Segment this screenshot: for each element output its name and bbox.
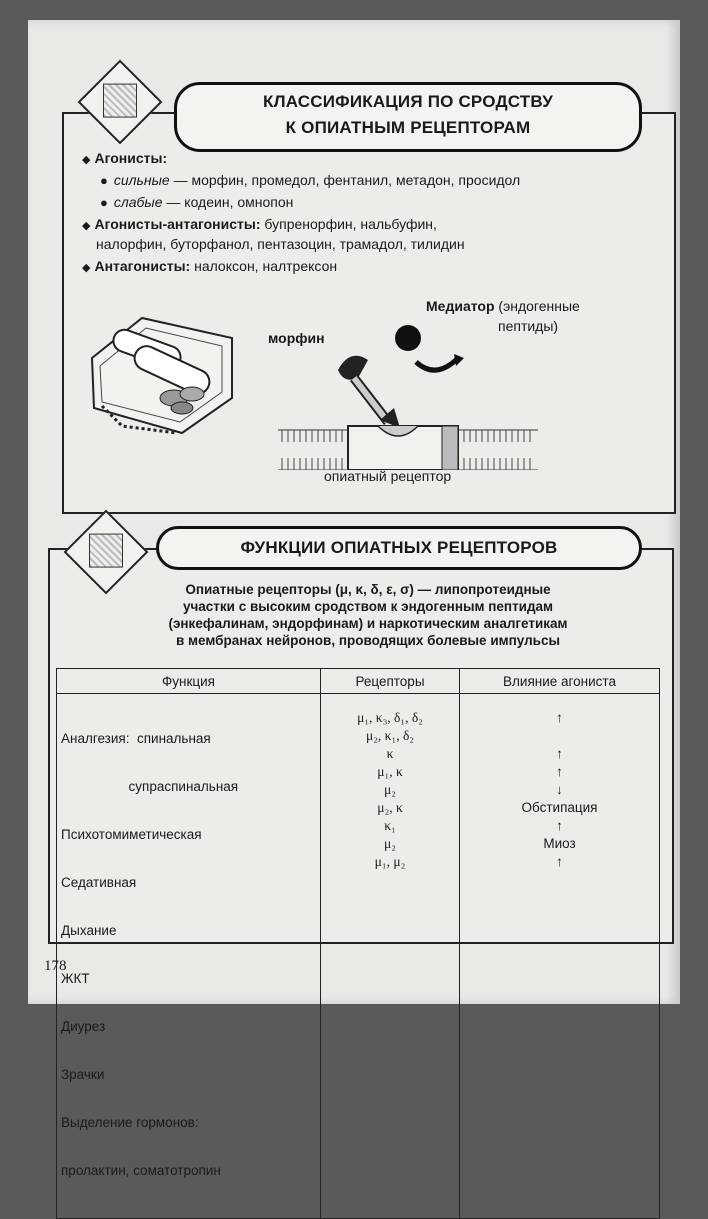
function-sedative: Седативная (61, 875, 137, 890)
agonist-antagonists-line: ◆ Агонисты-антагонисты: бупренорфин, нальбуфин, (82, 216, 437, 232)
book-page (28, 20, 680, 1178)
classification-title (174, 82, 642, 152)
header-function: Функция (57, 669, 321, 694)
mediator-label: Медиатор (эндогенные (426, 298, 580, 314)
agonist-antagonists-line-2: налорфин, буторфанол, пентазоцин, трамадол, тилидин (96, 236, 465, 252)
title-line-1: КЛАССИФИКАЦИЯ ПО СРОДСТВУ (263, 92, 553, 111)
weak-agonists-line: ● слабые — кодеин, омнопон (100, 194, 294, 210)
functions-table (56, 668, 660, 1219)
functions-title: ФУНКЦИИ ОПИАТНЫХ РЕЦЕПТОРОВ (156, 526, 642, 570)
header-agonist-effect: Влияние агониста (460, 669, 660, 694)
function-psychotomimetic: Психотомиметическая (61, 827, 202, 842)
function-supraspinal: супраспинальная (61, 779, 239, 794)
function-gi-tract: ЖКТ (61, 971, 90, 986)
receptor-label: опиатный рецептор (324, 468, 452, 484)
strong-agonists-line: ● сильные — морфин, промедол, фентанил, метадон, просидол (100, 172, 521, 188)
receptors-description: Опиатные рецепторы (μ, κ, δ, ε, σ) — липопротеидные участки с высоким сродством к эндогенным пептидам (энкефалинам, эндорфинам) и наркотическим аналгетикам в мембранах нейронов, проводящих болевые импульсы (168, 582, 568, 648)
function-hormones: Выделение гормонов: (61, 1115, 199, 1130)
pill-illustration (82, 298, 242, 438)
agonist-effect-column: ↑ ↑ ↑ ↓ Обстипация ↑ Миоз ↑ (460, 694, 660, 1219)
function-analgesia: Аналгезия: спинальная (61, 731, 211, 746)
mediator-note: пептиды) (498, 318, 559, 334)
function-breathing: Дыхание (61, 923, 117, 938)
header-receptors: Рецепторы (321, 669, 460, 694)
function-hormones-list: пролактин, соматотропин (61, 1163, 221, 1178)
agonists-heading: ◆ Агонисты: (82, 150, 168, 166)
antagonists-line: ◆ Антагонисты: налоксон, налтрексон (82, 258, 338, 274)
function-pupils: Зрачки (61, 1067, 105, 1082)
function-diuresis: Диурез (61, 1019, 106, 1034)
receptor-diagram (278, 300, 538, 470)
morphine-label: морфин (268, 330, 325, 346)
title-line-2: К ОПИАТНЫМ РЕЦЕПТОРАМ (285, 118, 531, 137)
page-number: 178 (44, 958, 67, 974)
function-column (57, 694, 321, 1219)
receptors-column: μ₁, κ₃, δ₁, δ₂ μ₂, κ₁, δ₂ κ μ₁, κ μ₂ μ₂, κ κ₁ μ₂ μ₁, μ₂ (321, 694, 460, 1219)
